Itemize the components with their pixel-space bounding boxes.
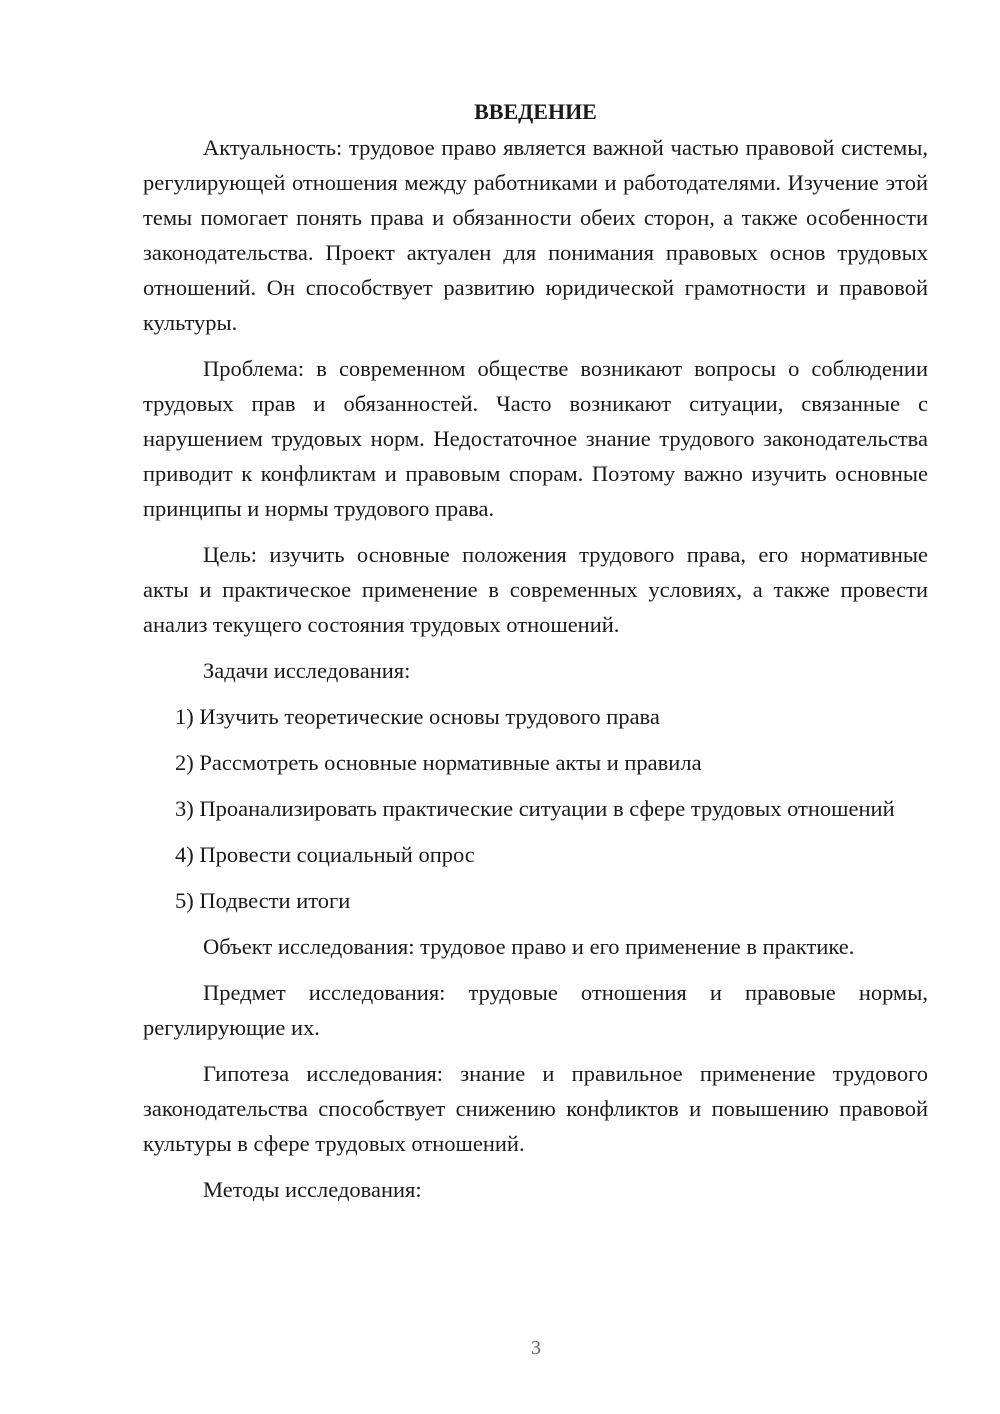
paragraph-goal: Цель: изучить основные положения трудового права, его нормативные акты и практическое применение в современных условиях, а также провести анализ текущего состояния трудовых отношений. xyxy=(143,542,928,637)
paragraph-subject: Предмет исследования: трудовые отношения и правовые нормы, регулирующие их. xyxy=(143,980,928,1040)
task-item: 1) Изучить теоретические основы трудового права xyxy=(175,704,660,729)
task-item: 2) Рассмотреть основные нормативные акты и правила xyxy=(175,750,702,775)
page-number: 3 xyxy=(531,1337,541,1359)
task-item: 5) Подвести итоги xyxy=(175,888,351,913)
paragraph-hypothesis: Гипотеза исследования: знание и правильное применение трудового законодательства способствует снижению конфликтов и повышению правовой культуры в сфере трудовых отношений. xyxy=(143,1061,928,1156)
paragraph-relevance: Актуальность: трудовое право является важной частью правовой системы, регулирующей отношения между работниками и работодателями. Изучение этой темы помогает понять права и обязанности обеих сторон, а также особенности законодательства. Проект актуален для понимания правовых основ трудовых отношений. Он способствует развитию юридической грамотности и правовой культуры. xyxy=(143,135,928,335)
methods-heading: Методы исследования: xyxy=(203,1177,422,1202)
document-body xyxy=(143,96,928,1218)
paragraph-object: Объект исследования: трудовое право и его применение в практике. xyxy=(203,934,855,959)
tasks-heading: Задачи исследования: xyxy=(203,658,411,683)
section-title: ВВЕДЕНИЕ xyxy=(474,99,597,124)
task-item: 4) Провести социальный опрос xyxy=(175,842,475,867)
paragraph-problem: Проблема: в современном обществе возникают вопросы о соблюдении трудовых прав и обязанностей. Часто возникают ситуации, связанные с нарушением трудовых норм. Недостаточное знание трудового законодательства приводит к конфликтам и правовым спорам. Поэтому важно изучить основные принципы и нормы трудового права. xyxy=(143,356,928,521)
task-item: 3) Проанализировать практические ситуации в сфере трудовых отношений xyxy=(175,796,895,821)
